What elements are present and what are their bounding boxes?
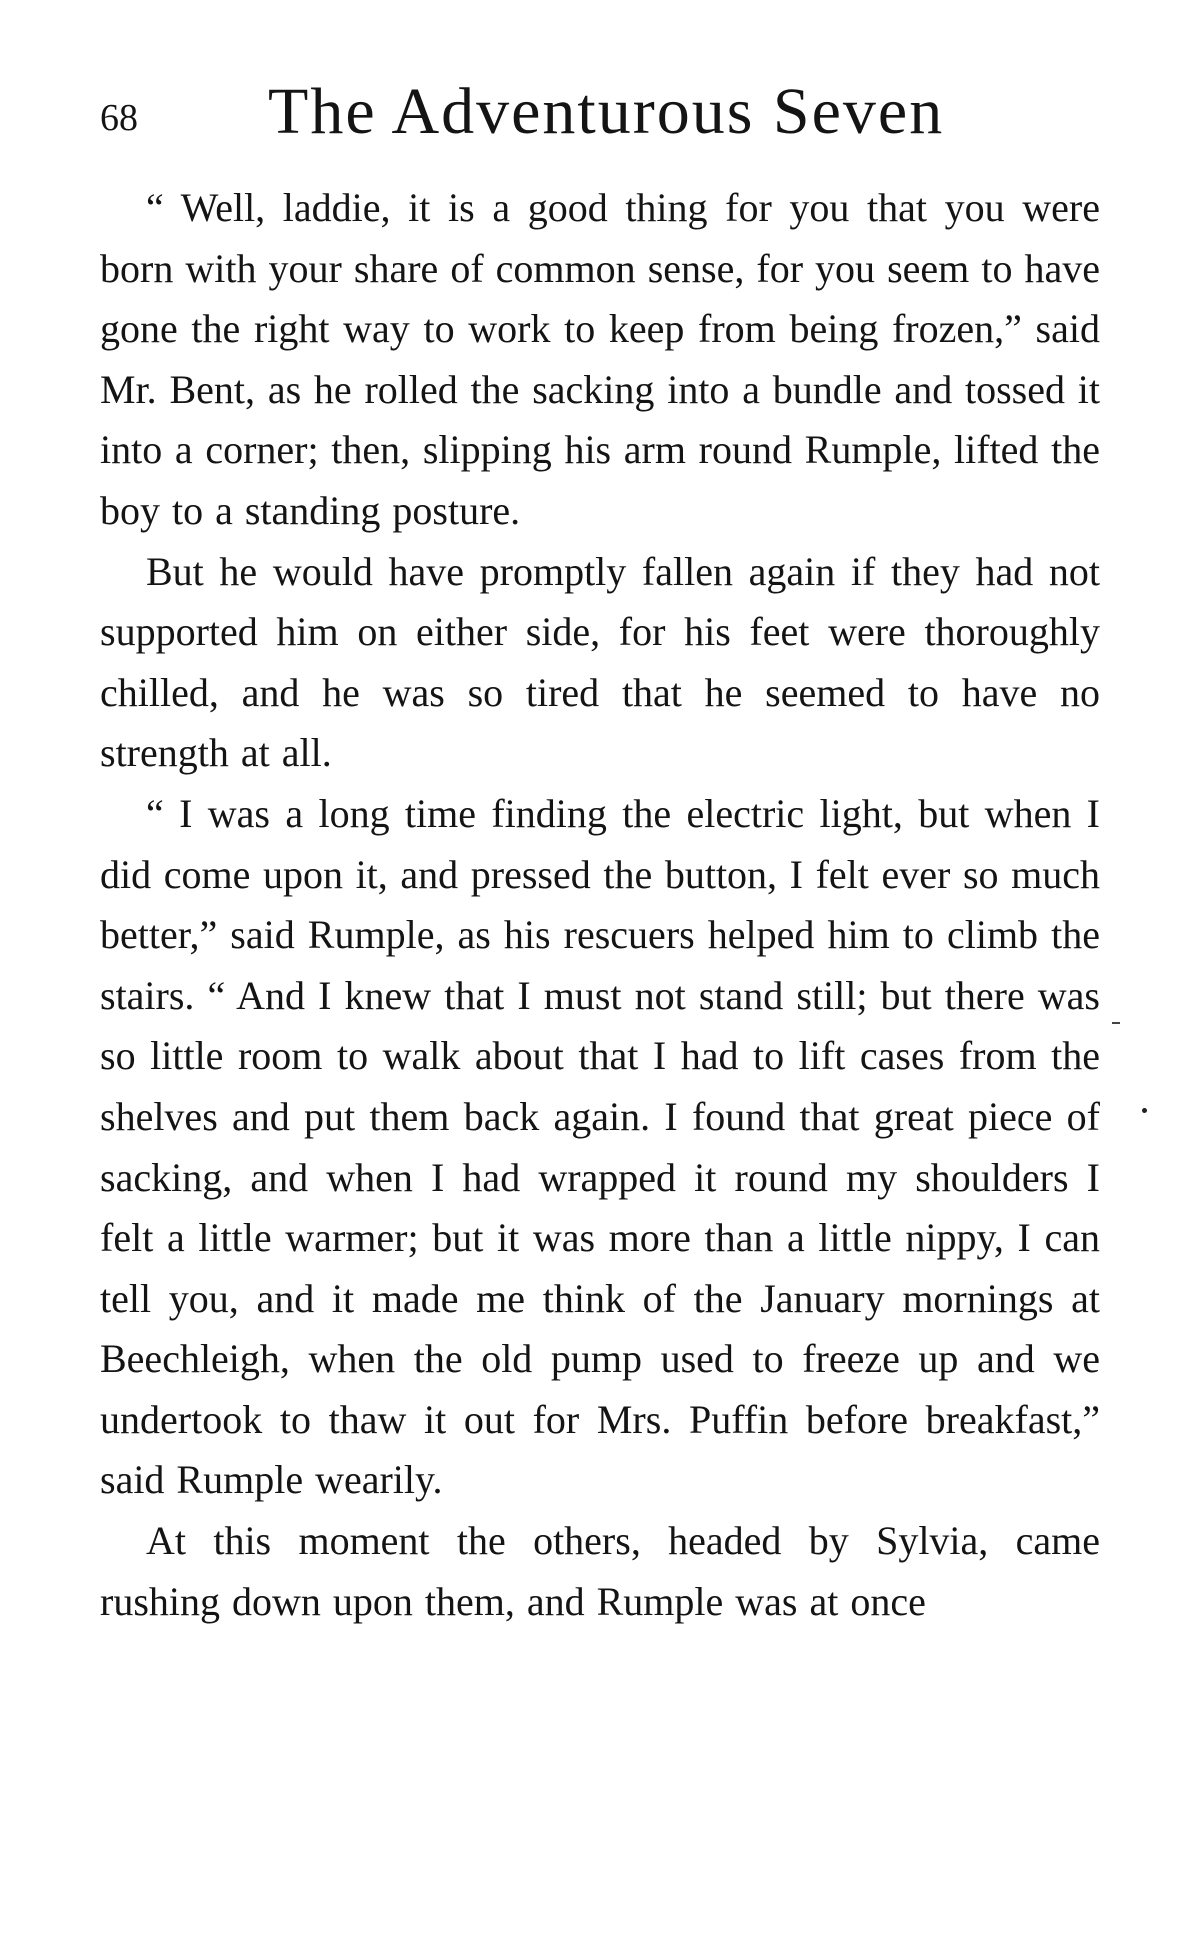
page-number: 68	[100, 97, 138, 139]
page-header	[100, 72, 1100, 152]
margin-dot	[1142, 1108, 1147, 1113]
body-text	[100, 178, 1100, 1632]
paragraph-4: At this moment the others, headed by Sylvia, came rushing down upon them, and Rumple was at once	[100, 1518, 1100, 1624]
running-title: The Adventurous Seven	[268, 75, 945, 148]
paragraph-1: “ Well, laddie, it is a good thing for you that you were born with your share of common sense, for you seem to have gone the right way to work to keep from being frozen,” said Mr. Bent, as he rolled the sacking into a bundle and tossed it into a corner; then, slipping his arm round Rumple, lifted the boy to a standing posture.	[100, 185, 1100, 533]
paragraph-3: “ I was a long time finding the electric light, but when I did come upon it, and pressed the button, I felt ever so much better,” said Rumple, as his rescuers helped him to climb the stairs. “ And I knew that I must not stand still; but there was so little room to walk about that I had to lift cases from the shelves and put them back again. I found that great piece of sacking, and when I had wrapped it round my shoulders I felt a little warmer; but it was more than a little nippy, I can tell you, and it made me think of the January mornings at Beechleigh, when the old pump used to freeze up and we undertook to thaw it out for Mrs. Puffin before breakfast,” said Rumple wearily.	[100, 790, 1100, 1503]
paragraph-2: But he would have promptly fallen again if they had not supported him on either side, for his feet were thoroughly chilled, and he was so tired that he seemed to have no strength at all.	[100, 548, 1100, 776]
margin-mark	[1112, 1022, 1120, 1024]
